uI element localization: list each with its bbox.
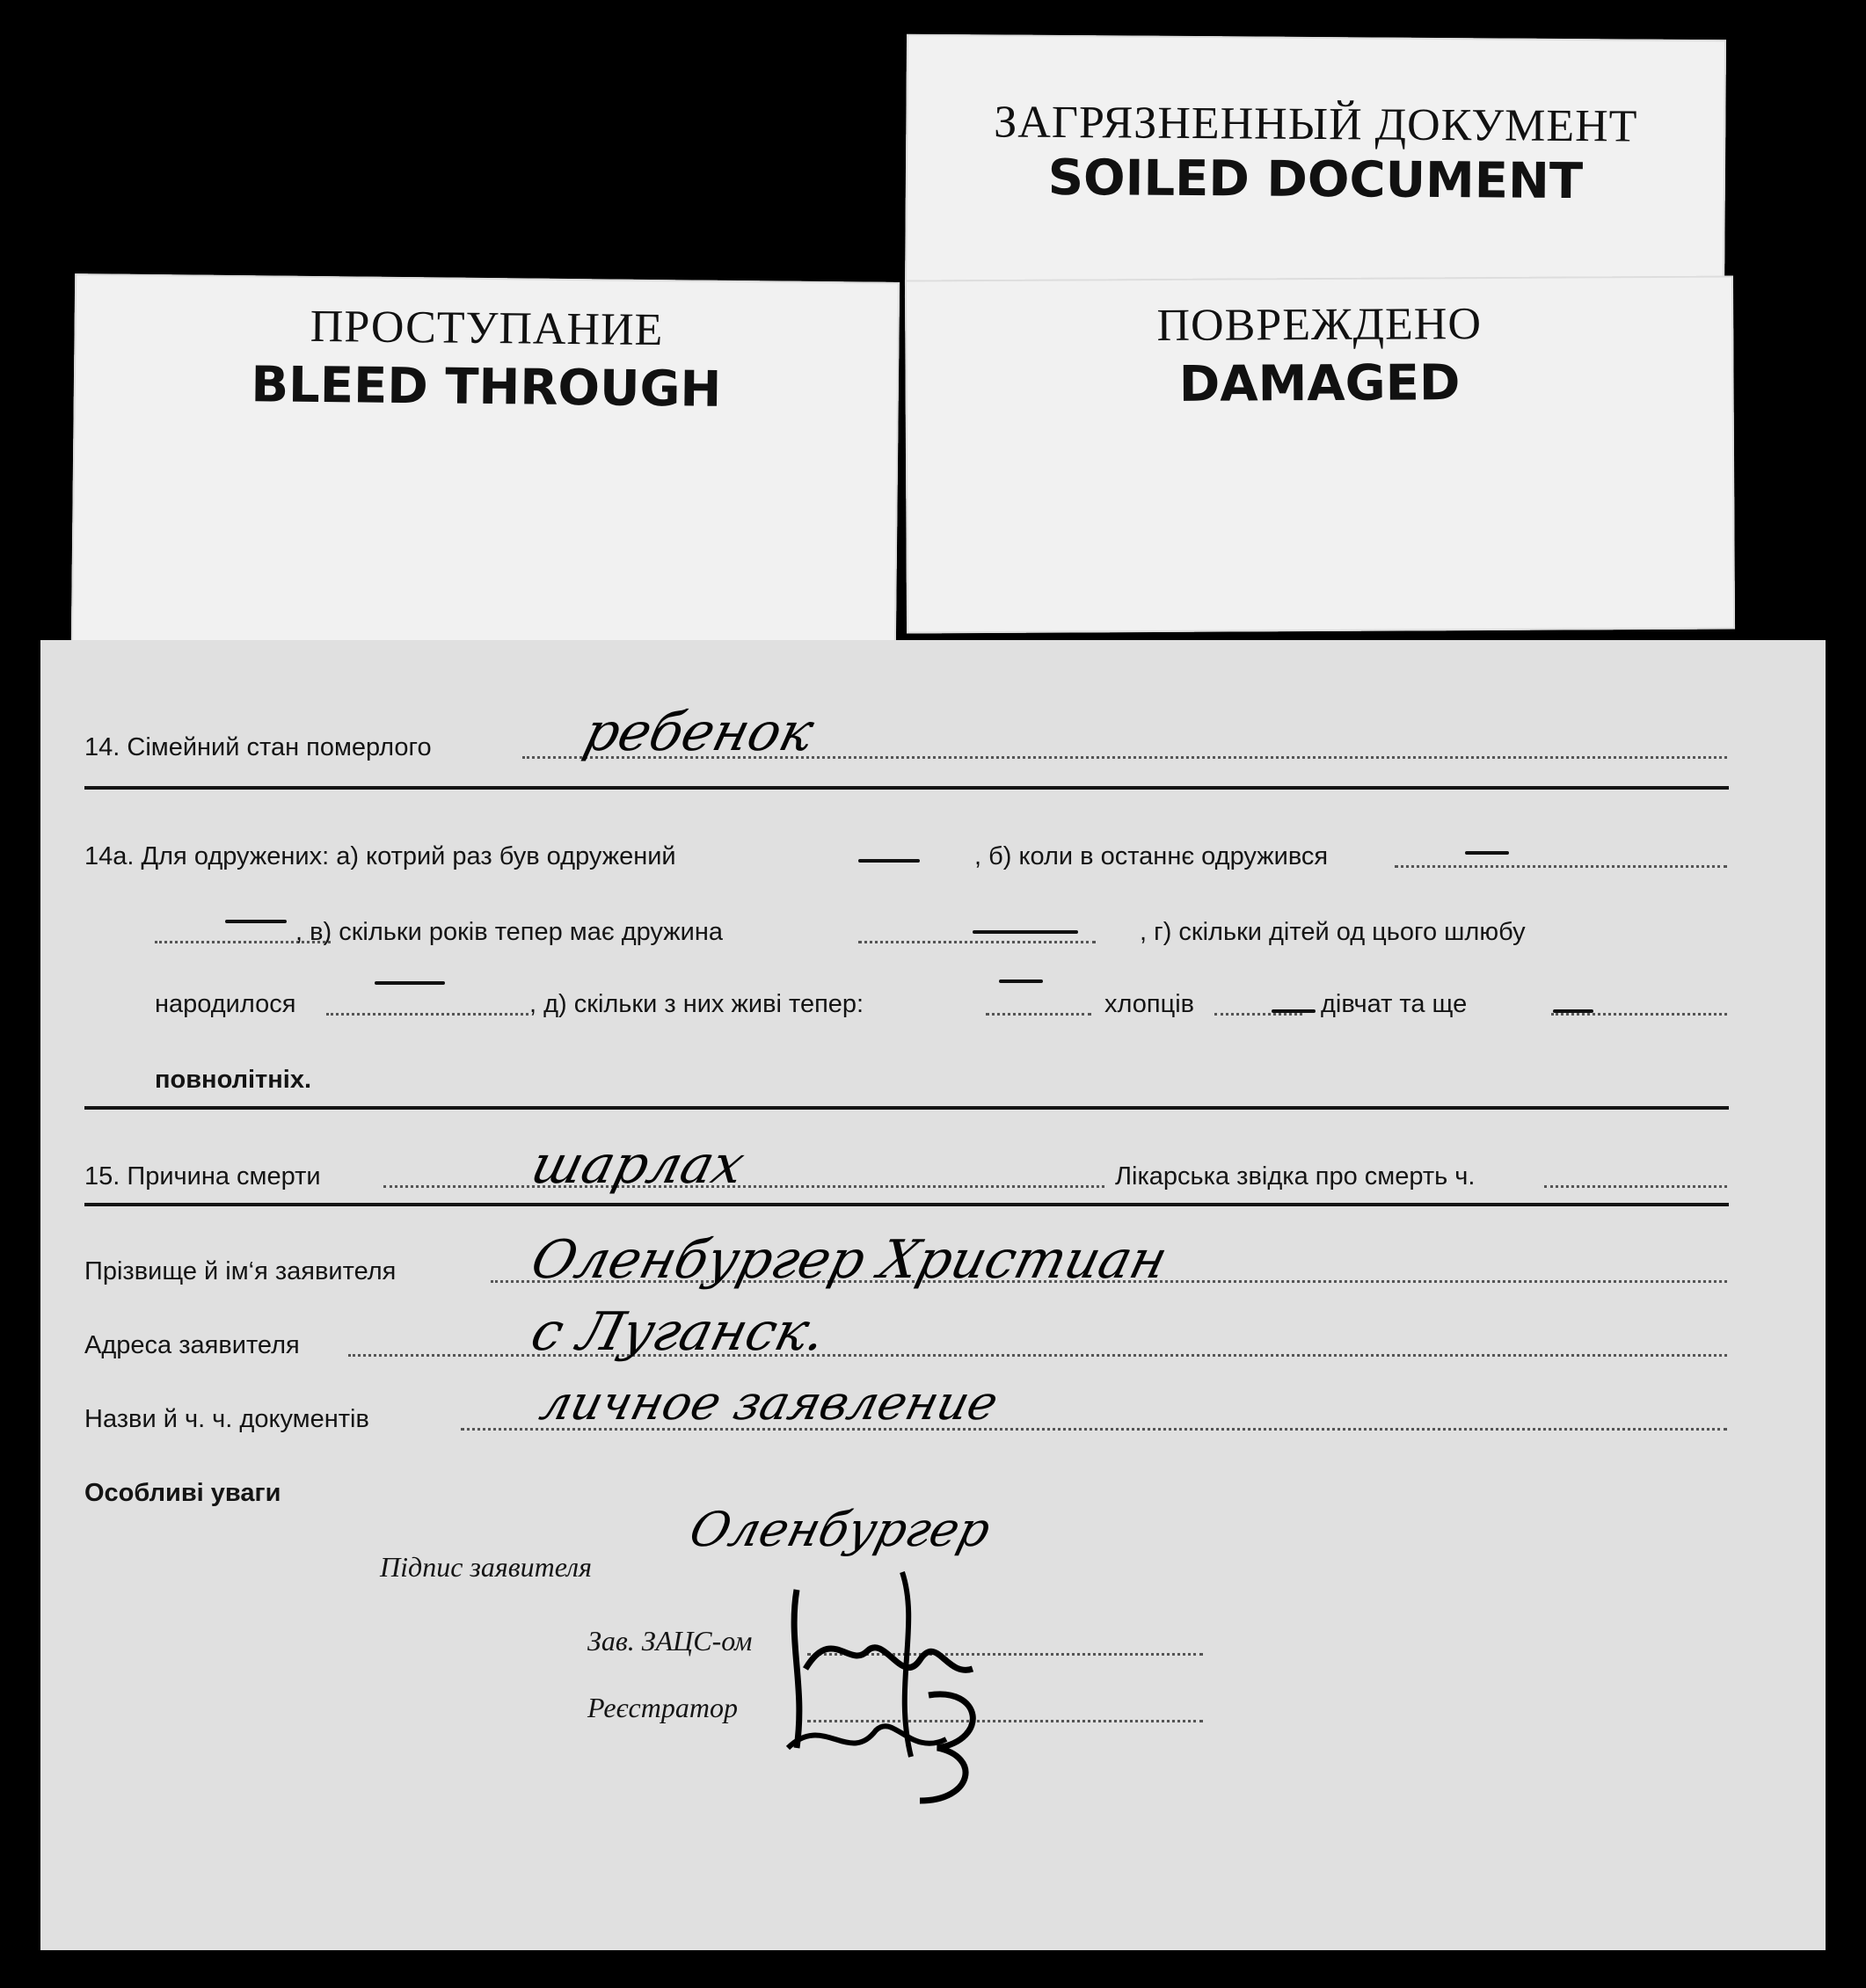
item14a-dash [225,920,287,923]
item14a-intro: 14а. Для одружених: а) котрий раз був одружений [84,842,676,870]
item14a-v-dotted-line [858,941,1096,943]
applicant-address-label: Адреса заявителя [84,1331,300,1359]
item14a-boys: хлопців [1104,990,1195,1018]
item14a-boys-dotted-line [1214,1013,1302,1016]
remarks-label: Особливі уваги [84,1479,281,1507]
documents-handwritten: личное заявление [535,1375,1004,1431]
documents-label: Назви й ч. ч. документів [84,1405,369,1433]
applicant-signature: Оленбургер [684,1502,996,1557]
damaged-label-en: DAMAGED [1178,354,1461,413]
soiled-label-en: SOILED DOCUMENT [1047,149,1584,211]
item14a-born: народилося [155,990,296,1018]
item14a-d-dotted-line [986,1013,1091,1016]
bleed-label-ru: ПРОСТУПАНИЕ [310,301,664,356]
item14-handwritten-value: ребенок [578,702,820,763]
item14a-dash [1465,851,1509,855]
item14a-b-dotted-line [1395,865,1727,868]
item14a-b: , б) коли в останнє одружився [974,842,1329,870]
registrar-label: Реєстратор [587,1692,738,1723]
item14a-dash [1553,1009,1593,1013]
official-signature-scribble [770,1537,1034,1818]
item14-label: 14. Сімейний стан померлого [84,733,432,761]
item14a-v: , в) скільки років тепер має дружина [295,918,724,946]
applicant-name-handwritten: Оленбургер Христиан [525,1229,1174,1291]
damaged-label-ru: ПОВРЕЖДЕНО [1156,299,1483,351]
item14a-girls: дівчат та ще [1321,990,1468,1018]
applicant-signature-label: Підпис заявителя [380,1551,592,1583]
item14a-dash [973,930,1078,934]
damaged-card [905,276,1735,634]
item14a-born-dotted-line [326,1013,528,1016]
divider-rule [84,1203,1729,1206]
bleed-label-en: BLEED THROUGH [251,356,722,419]
item15-certificate-dotted-line [1544,1185,1727,1188]
death-record-form [40,640,1826,1950]
head-zags-label: Зав. ЗАЦС-ом [587,1625,753,1657]
divider-rule [84,1106,1729,1110]
soiled-document-card [905,34,1726,303]
soiled-label-ru: ЗАГРЯЗНЕННЫЙ ДОКУМЕНТ [994,97,1638,152]
item15-dotted-line [383,1185,1104,1188]
item14a-minors: повнолітніх. [155,1066,312,1094]
item15-label: 15. Причина смерти [84,1162,321,1191]
divider-rule [84,786,1729,790]
bleed-through-card [71,273,900,652]
item14a-dash [375,981,445,985]
item14a-d: , д) скільки з них живі тепер: [529,990,864,1018]
applicant-name-label: Прізвище й ім‘я заявителя [84,1257,397,1285]
item14a-dash [999,979,1043,983]
item15-certificate: Лікарська звідка про смерть ч. [1115,1162,1476,1191]
item14a-girls-dotted-line [1551,1013,1727,1016]
item15-handwritten-value: шарлах [525,1134,751,1196]
applicant-address-handwritten: с Луганск. [525,1301,833,1363]
item14a-g: , г) скільки дітей од цього шлюбу [1140,918,1526,946]
item14a-dash [1272,1009,1316,1013]
item14a-dash [858,859,920,863]
